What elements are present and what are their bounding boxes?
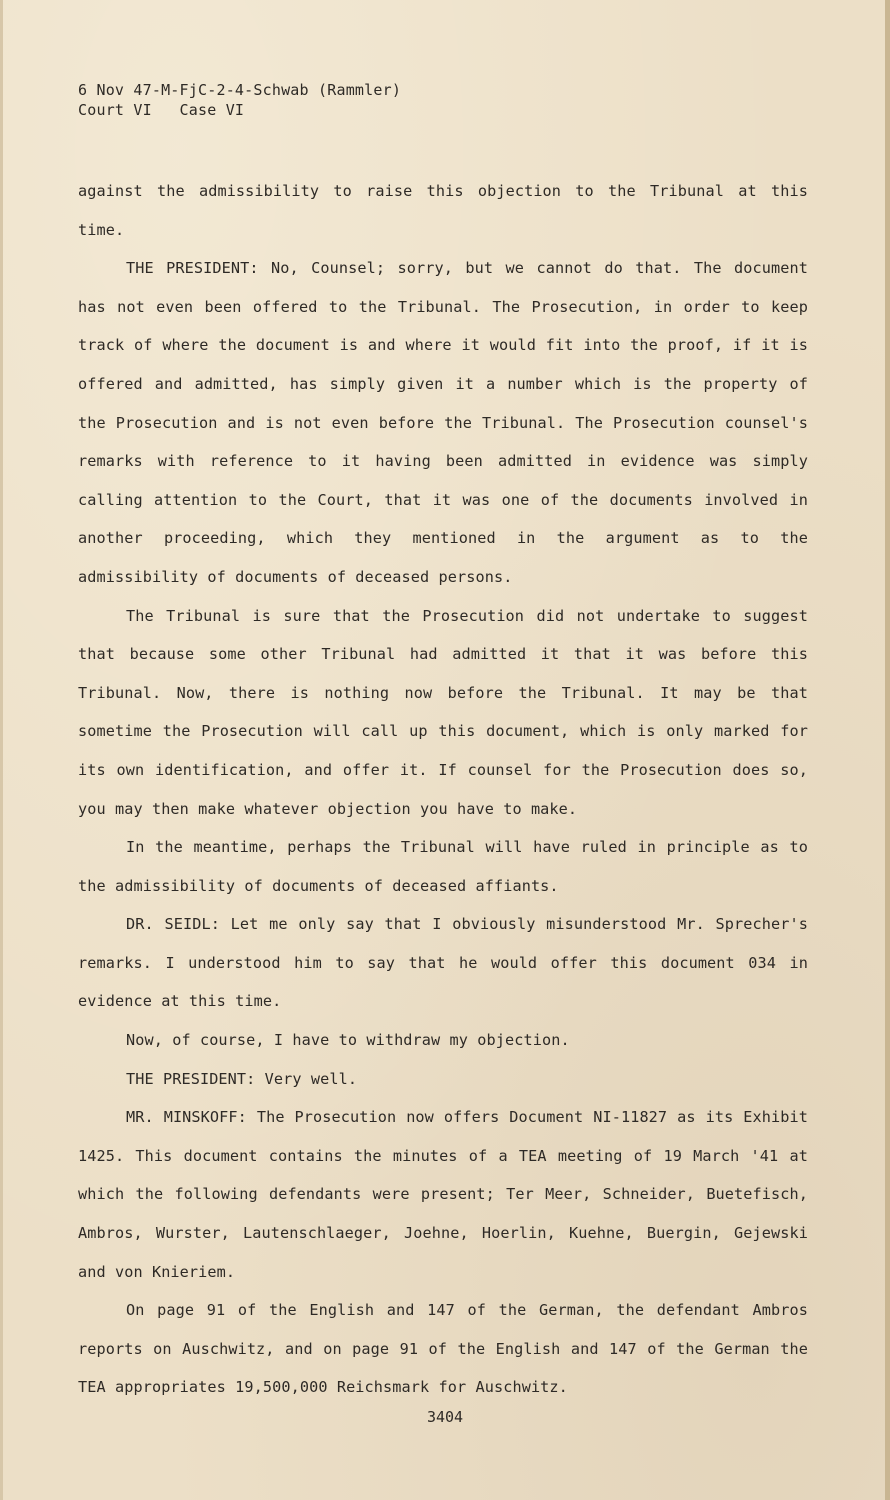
paragraph-president-very-well: THE PRESIDENT: Very well. [126, 1069, 358, 1088]
paragraph-meantime: In the meantime, perhaps the Tribunal will have ruled in principle as to the admissibility of documents of deceased affiants. [78, 838, 808, 895]
paragraph-continuation: against the admissibility to raise this objection to the Tribunal at this time. [78, 182, 808, 239]
paragraph-mr-minskoff: MR. MINSKOFF: The Prosecution now offers Document NI-11827 as its Exhibit 1425. This document contains the minutes of a TEA meeting of 19 March '41 at which the following defendants were present; Ter Meer, Schneider, Buetefisch, Ambros, Wurster, Lautenschlaeger, Joehne, Hoerlin, Kuehne, Buergin, Gejewski and von Knieriem. [78, 1108, 808, 1281]
header-line-court: Court VI Case VI [78, 101, 245, 119]
page-number: 3404 [426, 1408, 464, 1426]
header-line-date: 6 Nov 47-M-FjC-2-4-Schwab (Rammler) [78, 81, 402, 99]
transcript-body [78, 172, 808, 1407]
paragraph-withdraw-objection: Now, of course, I have to withdraw my objection. [126, 1031, 570, 1050]
document-header [78, 80, 401, 120]
paragraph-president-ruling: THE PRESIDENT: No, Counsel; sorry, but we cannot do that. The document has not even been offered to the Tribunal. The Prosecution, in order to keep track of where the document is and where it would fit into the proof, if it is offered and admitted, has simply given it a number which is the property of the Prosecution and is not even before the Tribunal. The Prosecution counsel's remarks with reference to it having been admitted in evidence was simply calling attention to the Court, that it was one of the documents involved in another proceeding, which they mentioned in the argument as to the admissibility of documents of deceased persons. [78, 259, 808, 586]
paragraph-auschwitz-appropriation: On page 91 of the English and 147 of the German, the defendant Ambros reports on Auschwitz, and on page 91 of the English and 147 of the German the TEA appropriates 19,500,000 Reichsmark for Auschwitz. [78, 1301, 808, 1397]
paragraph-dr-seidl: DR. SEIDL: Let me only say that I obviously misunderstood Mr. Sprecher's remarks. I understood him to say that he would offer this document 034 in evidence at this time. [78, 915, 808, 1011]
paragraph-tribunal-statement: The Tribunal is sure that the Prosecution did not undertake to suggest that because some other Tribunal had admitted it that it was before this Tribunal. Now, there is nothing now before the Tribunal. It may be that sometime the Prosecution will call up this document, which is only marked for its own identification, and offer it. If counsel for the Prosecution does so, you may then make whatever objection you have to make. [78, 606, 808, 818]
